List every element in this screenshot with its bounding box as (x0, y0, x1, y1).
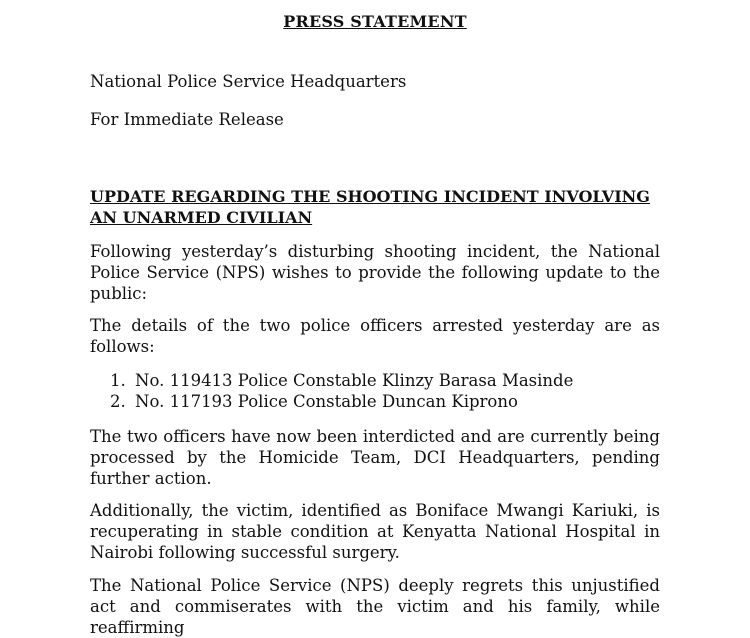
document-title: PRESS STATEMENT (283, 12, 467, 31)
issuing-office: National Police Service Headquarters (90, 72, 407, 91)
officers-list (110, 370, 573, 412)
list-item-number: 2. (110, 392, 126, 411)
list-item-text: No. 119413 Police Constable Klinzy Barasa Masinde (135, 371, 574, 390)
list-item (110, 391, 573, 412)
paragraph-interdiction: The two officers have now been interdicted and are currently being processed by the Homicide Team, DCI Headquarters, pending further action. (90, 427, 660, 488)
paragraph-victim-status: Additionally, the victim, identified as Boniface Mwangi Kariuki, is recuperating in stable condition at Kenyatta National Hospital in Nairobi following successful surgery. (90, 501, 660, 562)
list-item-number: 1. (110, 371, 126, 390)
statement-heading: UPDATE REGARDING THE SHOOTING INCIDENT INVOLVING AN UNARMED CIVILIAN (90, 187, 650, 227)
list-item (110, 370, 573, 391)
release-type: For Immediate Release (90, 110, 284, 129)
paragraph-regret: The National Police Service (NPS) deeply regrets this unjustified act and commiserates with the victim and his family, while reaffirming (90, 576, 660, 637)
paragraph-intro: Following yesterday’s disturbing shooting incident, the National Police Service (NPS) wishes to provide the following update to the public: (90, 242, 660, 303)
list-item-text: No. 117193 Police Constable Duncan Kiprono (135, 392, 518, 411)
paragraph-officer-details: The details of the two police officers arrested yesterday are as follows: (90, 316, 660, 356)
